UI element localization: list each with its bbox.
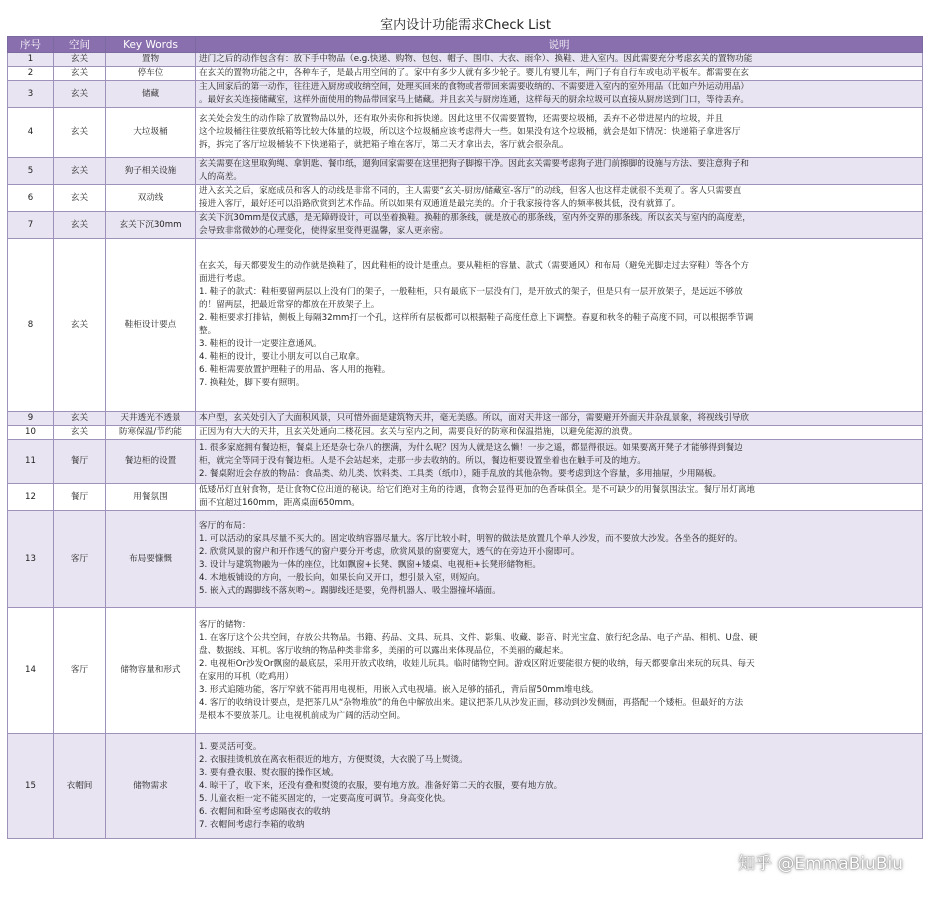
row-number: 15 [8,734,54,839]
row-space: 玄关 [54,108,106,158]
table-row [8,53,923,67]
header-description: 说明 [196,37,923,53]
row-number: 7 [8,212,54,239]
row-description [196,440,923,484]
row-keyword: 储物需求 [106,734,196,839]
row-space: 玄关 [54,185,106,212]
description-line: 玄关需要在这里取狗绳、拿钥匙、餐巾纸，遛狗回家需要在这里把狗子脚擦干净。因此玄关需要考虑狗子进门前擦脚的设施与方法、要注意狗子和 [199,159,750,169]
row-description [196,53,923,67]
description-line: 人的高差。 [199,172,242,182]
table-row [8,212,923,239]
table-row [8,484,923,511]
description-line: 拆，拆完了客厅垃圾桶装不下快递箱子，就把箱子堆在客厅，第二天才拿出去，客厅就会很杂乱。 [199,140,569,150]
description-line: 1. 要灵活可变。 [199,741,262,752]
description-line: 2. 欣赏风景的窗户和开作透气的窗户要分开考虑，欣赏风景的窗要宽大，透气的在旁边开小窗即可。 [199,547,580,557]
row-number: 2 [8,67,54,81]
description-line: 玄关下沉30mm是仪式感，是无障碍设计，可以坐着换鞋。换鞋的那条线，就是放心的那条线，室内外交界的那条线。所以玄关与室内的高度差， [199,213,751,223]
row-number: 10 [8,426,54,440]
description-line: 6. 衣帽间和卧室考虑隔夜衣的收纳 [199,806,331,817]
table-row [8,511,923,608]
table-row [8,734,923,839]
description-line: 盘、数据线、耳机。客厅收纳的物品种类非常多，美丽的可以露出来体现品位，不美丽的藏起来。 [199,645,569,656]
description-line: 1. 在客厅这个公共空间，存放公共物品。书籍、药品、文具、玩具、文件、影集、收藏、影音、时光宝盒、旅行纪念品、电子产品、相机、U盘、硬 [199,632,758,643]
row-keyword: 停车位 [106,67,196,81]
row-keyword: 储藏 [106,81,196,108]
description-line: 柜，就完全等同于没有餐边柜。人是不会站起来，走那一步去收纳的。所以，餐边柜要设置坐着也在触手可及的地方。 [199,456,646,466]
table-row [8,81,923,108]
row-description [196,608,923,734]
row-description [196,158,923,185]
row-keyword: 用餐氛围 [106,484,196,511]
row-description [196,511,923,608]
description-line: 4. 晾干了，收下来，还没有叠和熨烫的衣服，要有地方放。准备好第二天的衣服，要有地方放。 [199,780,563,791]
row-space: 餐厅 [54,484,106,511]
description-line: 3. 设计与建筑物融为一体的座位，比如飘窗+长凳、飘窗+矮桌、电视柜+长凳形储物柜。 [199,560,541,570]
description-line: 会导致非常微妙的心理变化，使得家里变得更温馨，家人更亲密。 [199,226,449,236]
row-description [196,734,923,839]
description-line: 2. 餐桌附近会存放的物品：食品类、幼儿类、饮料类、工具类（纸巾），随手乱放的其他杂物。要考虑到这个容量，多用抽屉，少用隔板。 [199,469,722,479]
row-keyword: 储物容量和形式 [106,608,196,734]
description-line: 1. 鞋子的款式：鞋柜要留两层以上没有门的架子，一般鞋柜，只有最底下一层没有门，是开放式的架子，但是只有一层开放架子，是远远不够放 [199,287,743,297]
row-space: 玄关 [54,53,106,67]
description-line: 客厅的储物： [199,619,251,630]
description-line: 在家用的耳机（吃鸡用） [199,671,294,682]
description-line: 7. 换鞋处，脚下要有照明。 [199,378,305,388]
row-keyword: 天井透光不透景 [106,412,196,426]
table-row [8,412,923,426]
row-space: 玄关 [54,212,106,239]
row-keyword: 布局要慷慨 [106,511,196,608]
description-line: 3. 要有叠衣服、熨衣服的操作区域。 [199,767,339,778]
description-line: 。最好玄关连接储藏室，这样外面使用的物品带回家马上储藏。并且玄关与厨房连通，这样每天的厨余垃圾可以直接从厨房送到门口，等待丢弃。 [199,95,750,105]
description-line: 2. 鞋柜要求打排钻，侧板上每隔32mm打一个孔，这样所有层板都可以根据鞋子高度任意上下调整。春夏和秋冬的鞋子高度不同，可以根据季节调 [199,313,754,323]
row-space: 客厅 [54,608,106,734]
description-line: 4. 鞋柜的设计，要让小朋友可以自己取拿。 [199,352,365,362]
description-line: 2. 电视柜Or沙发Or飘窗的最底层，采用开放式收纳，收娃儿玩具。临时储物空间。游戏区附近要能很方便的收纳，每天都要拿出来玩的玩具、每天 [199,658,755,669]
row-keyword: 狗子相关设施 [106,158,196,185]
row-number: 3 [8,81,54,108]
description-line: 整。 [199,326,217,336]
row-description [196,426,923,440]
row-number: 13 [8,511,54,608]
description-line: 7. 衣帽间考虑行李箱的收纳 [199,819,305,830]
description-line: 4. 木地板铺设的方向，一般长向，如果长向又开口，想引景入室，则短向。 [199,573,485,583]
watermark: 知乎 @EmmaBiuBiu [737,854,903,874]
row-space: 餐厅 [54,440,106,484]
table-row [8,608,923,734]
table-row [8,67,923,81]
table-row [8,185,923,212]
row-keyword: 餐边柜的设置 [106,440,196,484]
page-title: 室内设计功能需求Check List [380,18,551,33]
row-description [196,484,923,511]
description-line: 是根本不要放茶几。让电视机前成为广阔的活动空间。 [199,710,406,721]
description-line: 进门之后的动作包含有：放下手中物品（e.g.快递、购物、包包、帽子、围巾、大衣、雨伞）、换鞋、进入室内。因此需要充分考虑玄关的置物功能 [199,54,753,64]
table-row [8,426,923,440]
row-keyword: 双动线 [106,185,196,212]
table-row [8,440,923,484]
row-number: 12 [8,484,54,511]
row-space: 玄关 [54,426,106,440]
row-description [196,412,923,426]
row-space: 玄关 [54,239,106,412]
row-number: 11 [8,440,54,484]
description-line: 在玄关，每天都要发生的动作就是换鞋了，因此鞋柜的设计是重点。要从鞋柜的容量、款式（需要通风）和布局（避免光脚走过去穿鞋）等各个方 [199,261,750,271]
row-space: 衣帽间 [54,734,106,839]
description-line: 主人回家后的第一动作，往往进入厨房或收纳空间，处理买回来的食物或者带回来需要收纳的、不需要进入室内的室外用品（比如户外运动用品） [199,82,750,92]
table-body [8,53,923,839]
row-description [196,239,923,412]
row-number: 1 [8,53,54,67]
description-line: 这个垃圾桶往往要放纸箱等比较大体量的垃圾，所以这个垃圾桶应该考虑得大一些。如果没有这个垃圾桶，就会是如下情况：快递箱子拿进客厅 [199,127,741,137]
description-line: 5. 嵌入式的踢脚线不落灰哟~。踢脚线还是要，免得机器人、吸尘器撞坏墙面。 [199,586,501,596]
description-line: 5. 儿童衣柜一定不能买固定的，一定要高度可调节。身高变化快。 [199,793,451,804]
description-line: 1. 很多家庭拥有餐边柜，餐桌上还是杂七杂八的摆满，为什么呢？因为人就是这么懒！一步之遥，都显得很远。如果要离开凳子才能够得到餐边 [199,443,743,453]
table-header-row [8,37,923,53]
description-line: 玄关处会发生的动作除了放置物品以外，还有取外卖你和拆快递。因此这里不仅需要置物，还需要垃圾桶，丢弃不必带进屋内的垃圾，并且 [199,114,724,124]
row-description [196,212,923,239]
description-line: 3. 鞋柜的设计一定要注意通风。 [199,339,322,349]
description-line: 2. 衣服挂烫机放在离衣柜很近的地方，方便熨烫，大衣脱了马上熨烫。 [199,754,468,765]
description-line: 3. 形式追随功能，客厅窄就不能再用电视柜，用嵌入式电视墙。嵌入足够的插孔，背后留50mm堆电线。 [199,684,599,695]
description-line: 面不宜超过160mm，距离桌面650mm。 [199,498,360,508]
row-number: 4 [8,108,54,158]
row-description [196,185,923,212]
description-line: 1. 可以活动的家具尽量不买大的。固定收纳容器尽量大。客厅比较小时，明智的做法是放置几个单人沙发，而不要放大沙发。各坐各的挺好的。 [199,534,743,544]
row-number: 9 [8,412,54,426]
description-line: 客厅的布局： [199,521,251,531]
row-description [196,81,923,108]
row-space: 客厅 [54,511,106,608]
row-description [196,108,923,158]
row-space: 玄关 [54,158,106,185]
description-line: 低矮吊灯直射食物，是让食物C位出道的秘诀。给它们绝对主角的待遇，食物会显得更加的色香味俱全。是不可缺少的用餐氛围法宝。餐厅吊灯离地 [199,485,756,495]
table-row [8,239,923,412]
row-keyword: 鞋柜设计要点 [106,239,196,412]
row-number: 5 [8,158,54,185]
row-space: 玄关 [54,412,106,426]
description-line: 本户型，玄关处引入了大面积风景，只可惜外面是建筑物天井，毫无美感。所以，面对天井这一部分，需要避开外面天井杂乱景象，将视线引导欣 [199,413,750,423]
description-line: 6. 鞋柜需要放置护理鞋子的用品、客人用的拖鞋。 [199,365,391,375]
row-keyword: 玄关下沉30mm [106,212,196,239]
description-line: 在玄关的置物功能之中，各种车子，是最占用空间的了。家中有多少人就有多少轮子。婴儿有婴儿车，两门子有自行车或电动平板车。都需要在玄 [199,68,750,78]
header-space: 空间 [54,37,106,53]
row-keyword: 置物 [106,53,196,67]
row-space: 玄关 [54,67,106,81]
description-line: 进入玄关之后，家庭成员和客人的动线是非常不同的，主人需要“玄关-厨房/储藏室-客厅”的动线，但客人也这样走就很不美观了。客人只需要直 [199,186,742,196]
description-line: 的！留两层，把最近常穿的都放在开放架子上。 [199,300,380,310]
row-number: 6 [8,185,54,212]
row-space: 玄关 [54,81,106,108]
row-keyword: 大垃圾桶 [106,108,196,158]
description-line: 正因为有大大的天井，且玄关处通向二楼花园。玄关与室内之间，需要良好的防寒和保温措施，以避免能源的浪费。 [199,427,638,437]
row-number: 8 [8,239,54,412]
description-line: 面进行考虑。 [199,274,251,284]
table-row [8,108,923,158]
header-keywords: Key Words [106,37,196,53]
header-no: 序号 [8,37,54,53]
description-line: 接进入客厅，最好还可以沿路欣赏到艺术作品。所以如果有双通道是最完美的。介于我家接待客人的频率极其低，没有就算了。 [199,199,681,209]
checklist-table [7,36,923,839]
row-keyword: 防寒保温/节约能 [106,426,196,440]
row-description [196,67,923,81]
row-number: 14 [8,608,54,734]
table-row [8,158,923,185]
description-line: 4. 客厅的收纳设计要点，是把茶几从“杂物堆放”的角色中解放出来。建议把茶几从沙发正面，移动到沙发侧面，再搭配一个矮柜。但最好的方法 [199,697,744,708]
